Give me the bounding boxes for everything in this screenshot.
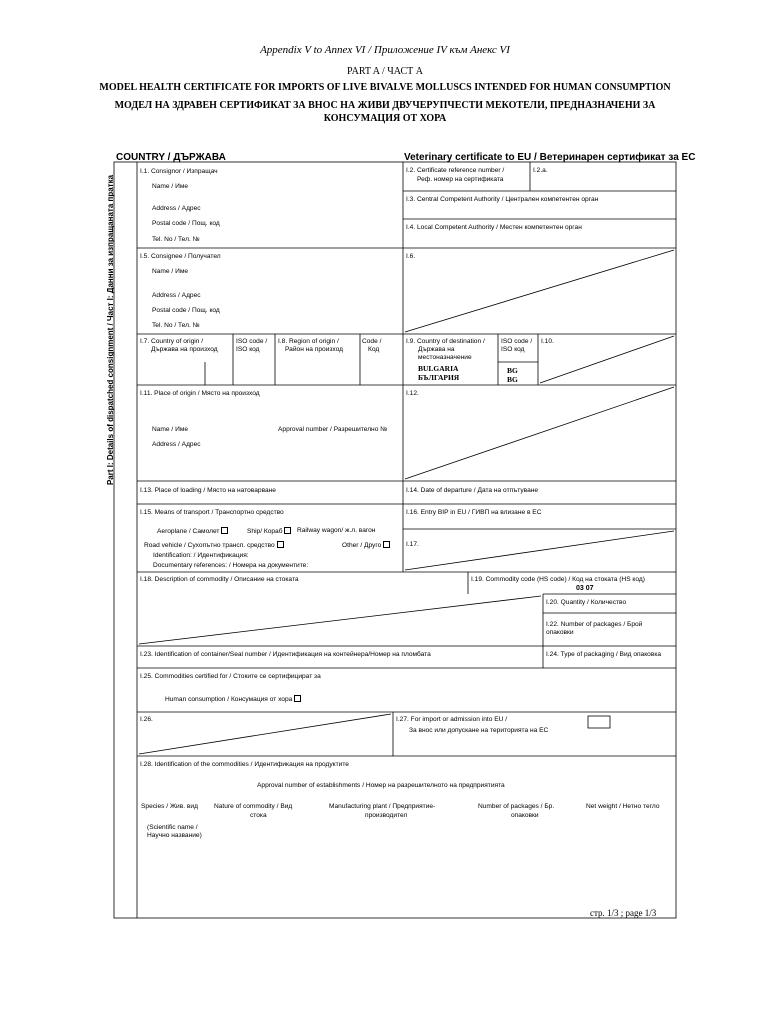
field-i24-label: I.24. Type of packaging / Вид опаковка [546,651,662,658]
field-i7-label: I.7. Country of origin / [140,338,204,345]
vet-cert-heading: Veterinary certificate to EU / Ветеринарен сертификат за ЕС [404,152,696,163]
field-i8-label: I.8. Region of origin / [278,338,339,345]
field-i26-label: I.26. [140,716,153,723]
field-i12-label: I.12. [406,390,419,397]
field-i25-label: I.25. Commodities certified for / Стоките се сертифицират за [140,673,321,680]
col-packages: Number of packages / Бр. [478,803,555,810]
field-i1-address: Address / Адрес [152,205,201,212]
field-i7-label-bg: Държава на произход [151,346,218,353]
col-packages-bg: опаковки [511,812,539,819]
certificate-title-en: MODEL HEALTH CERTIFICATE FOR IMPORTS OF LIVE BIVALVE MOLLUSCS INTENDED FOR HUMAN CONSUMPTION [99,82,671,93]
field-i5-address: Address / Адрес [152,292,201,299]
field-i5-tel: Tel. No / Тел. № [152,322,200,329]
field-i9-iso: ISO code / [501,338,533,345]
col-species: Species / Жив. вид [141,803,198,810]
field-i5-postal: Postal code / Пощ. код [152,307,220,314]
field-i27-label-bg: За внос или допускане на територията на ЕС [409,727,549,734]
field-i17-label: I.17. [406,541,419,548]
field-i22-label: I.22. Number of packages / Брой [546,621,643,628]
crossout-i26 [139,714,391,754]
appendix-title: Appendix V to Annex VI / Приложение IV към Анекс VI [260,44,510,56]
destination-iso-1: BG [507,366,518,375]
col-plant-bg: производител [365,812,408,819]
transport-other-label: Other / Друго [342,542,382,549]
transport-other[interactable] [342,541,390,550]
crossout-i17 [405,531,674,570]
col-net-weight: Net weight / Нетно тегло [586,803,660,810]
transport-identification: Identification: / Идентификация: [153,552,249,559]
field-i5-label: I.5. Consignee / Получател [140,253,221,260]
field-i4-label: I.4. Local Competent Authority / Местен компетентен орган [406,224,582,231]
field-i16-label: I.16. Entry BIP in EU / ГИВП на влизане в ЕС [406,509,542,516]
field-i1-tel: Tel. No / Тел. № [152,236,200,243]
transport-ship[interactable] [247,527,291,536]
field-i8-code-bg: Код [368,346,380,353]
commodity-code-value: 03 07 [576,585,594,592]
field-i2a-label: I.2.a. [533,167,548,174]
field-i2-label-bg: Реф. номер на сертификата [417,176,504,183]
field-i15-label: I.15. Means of transport / Транспортно средство [140,509,284,516]
field-i7-iso: ISO code / [236,338,268,345]
field-i14-label: I.14. Date of departure / Дата на отпътуване [406,487,539,494]
ship-checkbox[interactable] [284,527,291,534]
human-consumption-option[interactable] [165,695,301,704]
field-i22-label-bg: опаковки [546,629,574,636]
field-i27-label: I.27. For import or admission into EU / [396,716,508,723]
page-number: стр. 1/3 ; page 1/3 [590,908,657,918]
col-nature-bg: стока [250,812,267,819]
transport-road[interactable] [144,541,284,550]
field-i5-name: Name / Име [152,268,189,275]
crossout-i12 [405,387,674,479]
field-i2-label: I.2. Certificate reference number / [406,167,505,174]
human-consumption-label: Human consumption / Консумация от хора [165,696,293,703]
col-scientific: (Scientific name / [147,824,198,831]
field-i9-label-bg2: местоназначение [418,354,472,361]
field-i28-approval: Approval number of establishments / Номер на разрешителното на предприятията [257,782,505,789]
transport-aeroplane-label: Aeroplane / Самолет [157,528,220,535]
human-consumption-checkbox[interactable] [294,695,301,702]
field-i23-label: I.23. Identification of container/Seal number / Идентификация на контейнера/Номер на пломбата [140,651,431,658]
field-i8-code: Code / [362,338,382,345]
side-label-text: Part I: Details of dispatched consignment / Част I: Данни за изпращаната пратка [106,174,115,486]
transport-aeroplane[interactable] [157,527,228,536]
field-i20-label: I.20. Quantity / Количество [546,599,627,606]
field-i18-label: I.18. Description of commodity / Описание на стоката [140,576,299,583]
destination-country-bg: БЪЛГАРИЯ [418,373,460,382]
aeroplane-checkbox[interactable] [221,527,228,534]
field-i1-postal: Postal code / Пощ. код [152,220,220,227]
field-i3-label: I.3. Central Competent Authority / Централен компетентен орган [406,196,599,203]
col-plant: Manufacturing plant / Предприятие- [329,803,436,810]
field-i8-label-bg: Район на произход [285,346,344,353]
field-i9-label-bg1: Държава на [418,346,455,353]
field-i1-label: I.1. Consignor / Изпращач [140,168,218,175]
country-heading: COUNTRY / ДЪРЖАВА [116,152,226,163]
crossout-i18 [139,596,541,644]
field-i11-name: Name / Име [152,426,189,433]
transport-ship-label: Ship/ Кораб [247,528,283,535]
field-i6-label: I.6. [406,253,416,260]
road-checkbox[interactable] [277,541,284,548]
col-nature: Nature of commodity / Вид [214,803,293,810]
field-i19-label: I.19. Commodity code (HS code) / Код на стоката (HS код) [471,576,645,583]
field-i28-label: I.28. Identification of the commodities / Идентификация на продуктите [140,761,349,768]
part-label: PART A / ЧАСТ А [347,66,423,77]
field-i9-iso-bg: ISO код [501,346,525,353]
certificate-title-bg: МОДЕЛ НА ЗДРАВЕН СЕРТИФИКАТ ЗА ВНОС НА ЖИВИ ДВУЧЕРУПЧЕСТИ МЕКОТЕЛИ, ПРЕДНАЗНАЧЕНИ ЗА КОНСУМАЦИЯ ОТ ХОРА [114,100,656,124]
transport-rail [297,527,375,535]
crossout-i10 [540,336,674,383]
field-i1-name: Name / Име [152,183,189,190]
field-i13-label: I.13. Place of loading / Място на натоварване [140,487,276,494]
transport-road-label: Road vehicle / Сухопътно трансп. средство [144,542,275,549]
destination-iso-2: BG [507,375,518,384]
transport-rail-label: Railway wagon/ ж.л. вагон [297,527,376,534]
field-i10-label: I.10. [541,338,554,345]
field-i11-approval: Approval number / Разрешително № [278,426,388,433]
other-checkbox[interactable] [383,541,390,548]
field-i11-address: Address / Адрес [152,441,201,448]
transport-documents: Documentary references: / Номера на документите: [153,562,309,569]
destination-country-en: BULGARIA [418,364,459,373]
crossout-i6 [405,250,674,332]
field-i11-label: I.11. Place of origin / Място на произход [140,390,260,397]
col-scientific-bg: Научно название) [147,832,202,839]
field-i7-iso-bg: ISO код [236,346,260,353]
field-i9-label: I.9. Country of destination / [406,338,485,345]
